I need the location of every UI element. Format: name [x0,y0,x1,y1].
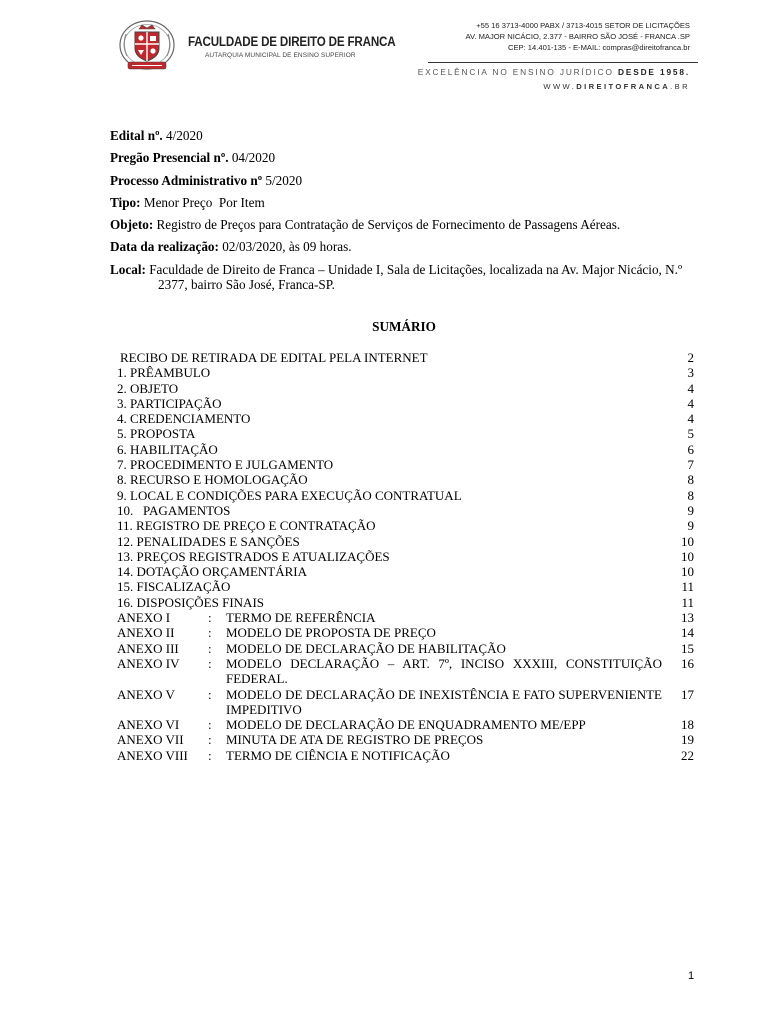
toc-item [117,503,694,518]
toc-label: 10. PAGAMENTOS [117,502,231,518]
tagline-text: EXCELÊNCIA NO ENSINO JURÍDICO [417,67,614,77]
toc-item [117,396,694,411]
annex-title: MINUTA DE ATA DE REGISTRO DE PREÇOS [226,732,484,748]
toc-page: 5 [687,426,694,442]
annex-separator: : [208,747,212,763]
toc-label: 1. PRÊAMBULO [117,365,211,381]
toc-page: 11 [681,579,694,595]
toc-label: 15. FISCALIZAÇÃO [117,579,231,595]
toc-page: 2 [687,350,694,365]
annex-page: 22 [681,747,694,763]
toc-item [117,457,694,472]
info-tipo [110,195,710,210]
toc-label: RECIBO DE RETIRADA DE EDITAL PELA INTERNET [120,350,428,365]
website-suffix: .BR [670,82,690,91]
annex-separator: : [208,610,212,626]
info-processo [110,173,710,188]
info-label: Pregão Presencial nº. [110,150,229,166]
info-data [110,239,710,254]
annex-title: MODELO DE PROPOSTA DE PREÇO [226,625,436,641]
annex-item [117,717,694,732]
toc-item [117,518,694,533]
toc-label: 3. PARTICIPAÇÃO [117,395,222,411]
toc-item [117,426,694,441]
annex-title: MODELO DE DECLARAÇÃO DE INEXISTÊNCIA E FATO SUPERVENIENTE IMPEDITIVO [226,686,662,717]
institution-crest-logo [118,20,176,72]
annex-code: ANEXO II [117,625,175,641]
toc-label: 14. DOTAÇÃO ORÇAMENTÁRIA [117,564,307,580]
annex-item [117,748,694,763]
website-domain: DIREITOFRANCA [576,82,671,91]
annex-separator: : [208,625,212,641]
annex-item [117,625,694,640]
website [543,82,690,91]
toc-label: 8. RECURSO E HOMOLOGAÇÃO [117,472,308,488]
page-number: 1 [688,970,695,982]
toc-item [117,534,694,549]
toc-page: 11 [681,594,694,610]
toc-item [117,549,694,564]
summary-title: SUMÁRIO [372,319,436,334]
toc-item [117,564,694,579]
annex-code: ANEXO VI [117,717,180,733]
toc-page: 4 [687,411,694,427]
info-label: Objeto: [110,217,154,233]
toc-page: 4 [687,380,694,396]
toc-page: 8 [687,472,694,488]
annex-title: TERMO DE REFERÊNCIA [226,610,376,626]
toc-item [117,365,694,380]
annex-code: ANEXO VII [117,732,184,748]
toc-label: 2. OBJETO [117,380,179,396]
info-label: Processo Administrativo nº [110,172,263,188]
toc-item [117,350,694,365]
toc-page: 10 [681,533,694,549]
annex-item [117,656,694,687]
toc-page: 9 [687,502,694,518]
annex-item [117,687,694,718]
toc-item [117,442,694,457]
toc-item [117,595,694,610]
annex-code: ANEXO III [117,640,179,656]
info-value: 02/03/2020, às 09 horas. [218,239,352,255]
toc-item [117,381,694,396]
annex-title: MODELO DECLARAÇÃO – ART. 7º, INCISO XXXIII, CONSTITUIÇÃO FEDERAL. [226,655,662,687]
contact-phone: +55 16 3713-4000 PABX / 3713-4015 SETOR DE LICITAÇÕES [476,21,690,30]
annex-title: TERMO DE CIÊNCIA E NOTIFICAÇÃO [226,747,450,763]
annex-item [117,641,694,656]
annex-separator: : [208,640,212,656]
toc-label: 7. PROCEDIMENTO E JULGAMENTO [117,457,334,473]
toc-page: 8 [687,487,694,503]
toc-label: 16. DISPOSIÇÕES FINAIS [117,594,264,610]
tagline [418,67,690,77]
annex-separator: : [208,732,212,748]
contact-block [466,20,691,53]
annex-title: MODELO DE DECLARAÇÃO DE ENQUADRAMENTO ME/EPP [226,717,586,733]
annex-code: ANEXO I [117,610,171,626]
website-prefix: WWW. [543,82,577,91]
info-edital [110,128,710,143]
info-value: Faculdade de Direito de Franca – Unidade I, Sala de Licitações, localizada na Av. Major Nicácio, N.º 2377, bairro São José, Franca-SP. [145,261,683,292]
info-value: 4/2020 [162,128,203,143]
annex-page: 19 [681,732,694,748]
toc-item [117,579,694,594]
contact-email: CEP: 14.401-135 - E-MAIL: compras@direitofranca.br [507,43,690,52]
info-value: 04/2020 [228,150,276,166]
info-local [110,262,710,292]
annex-code: ANEXO VIII [117,747,188,763]
tagline-since: DESDE 1958. [617,67,690,77]
annex-page: 14 [681,625,694,641]
annex-page: 15 [681,640,694,656]
info-objeto [110,217,710,232]
annex-page: 17 [681,686,694,702]
toc-page: 10 [681,548,694,564]
annex-page: 13 [681,610,694,626]
toc-page: 6 [687,441,694,457]
info-label: Data da realização: [110,239,219,255]
toc-page: 10 [681,564,694,580]
edital-info [110,128,710,299]
institution-name: FACULDADE DE DIREITO DE FRANCA [188,34,396,49]
info-value: Registro de Preços para Contratação de Serviços de Fornecimento de Passagens Aéreas. [153,217,621,233]
toc-label: 9. LOCAL E CONDIÇÕES PARA EXECUÇÃO CONTRATUAL [117,487,462,503]
toc-item [117,488,694,503]
toc-page: 4 [687,395,694,411]
toc-page: 9 [687,518,694,534]
letterhead [0,0,770,100]
toc-label: 5. PROPOSTA [117,426,196,442]
annex-page: 18 [681,717,694,733]
info-label: Local: [110,261,146,277]
annex-separator: : [208,686,212,702]
annex-code: ANEXO IV [117,655,180,671]
info-pregao [110,150,710,165]
table-of-contents [117,350,694,763]
annex-item [117,732,694,747]
annex-page: 16 [681,655,694,671]
toc-label: 13. PREÇOS REGISTRADOS E ATUALIZAÇÕES [117,548,390,564]
annex-title: MODELO DE DECLARAÇÃO DE HABILITAÇÃO [226,640,506,656]
toc-page: 7 [687,457,694,473]
annex-separator: : [208,655,212,671]
toc-label: 4. CREDENCIAMENTO [117,411,251,427]
header-divider [428,62,698,63]
annex-code: ANEXO V [117,686,175,702]
toc-label: 11. REGISTRO DE PREÇO E CONTRATAÇÃO [117,518,376,534]
contact-address: AV. MAJOR NICÁCIO, 2.377 - BAIRRO SÃO JOSÉ - FRANCA .SP [465,32,690,41]
institution-subtitle: AUTARQUIA MUNICIPAL DE ENSINO SUPERIOR [205,52,356,59]
annex-item [117,610,694,625]
info-label: Edital nº. [110,128,163,143]
toc-item [117,472,694,487]
info-value: Menor Preço Por Item [140,194,265,210]
toc-item [117,411,694,426]
info-label: Tipo: [110,194,141,210]
info-value: 5/2020 [262,172,303,188]
toc-page: 3 [687,365,694,381]
toc-label: 12. PENALIDADES E SANÇÕES [117,533,300,549]
annex-separator: : [208,717,212,733]
toc-label: 6. HABILITAÇÃO [117,441,218,457]
